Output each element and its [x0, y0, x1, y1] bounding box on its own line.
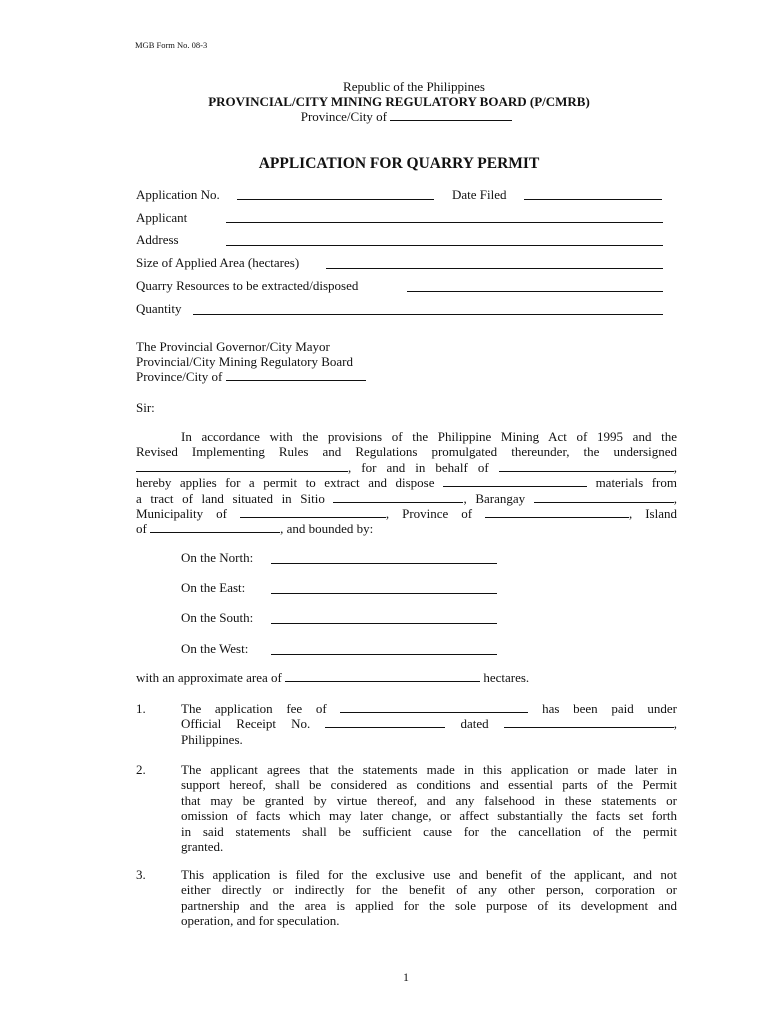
page-number: 1	[403, 970, 409, 984]
of-label: of	[136, 521, 147, 537]
item-3-number: 3.	[136, 867, 146, 882]
applicant-label: Applicant	[136, 210, 188, 225]
size-label: Size of Applied Area (hectares)	[136, 255, 300, 270]
body-line-5	[136, 491, 677, 506]
barangay-label: , Barangay	[463, 490, 526, 506]
body-line-4	[136, 475, 677, 490]
item-1-line-2	[181, 716, 677, 731]
resources-blank[interactable]	[407, 291, 663, 292]
addressee-line-1: The Provincial Governor/City Mayor	[136, 339, 330, 354]
island-blank[interactable]	[150, 522, 280, 533]
south-blank[interactable]	[271, 623, 497, 624]
body-line-1: In accordance with the provisions of the Philippine Mining Act of 1995 and the	[181, 429, 677, 444]
item-1-line-3: Philippines.	[181, 731, 243, 747]
receipt-no-blank[interactable]	[325, 717, 445, 728]
body-line-3	[136, 460, 677, 475]
date-filed-blank[interactable]	[524, 199, 662, 200]
item-2-line-2: support hereof, shall be considered as conditions and essential parts of the Permit	[181, 777, 677, 793]
item-2-line-3: that may be granted by virtue thereof, and any falsehood in these statements or	[181, 792, 677, 808]
comma: ,	[673, 716, 677, 732]
item-3-line-3: partnership and the area is applied for the sole purpose of its development and	[181, 897, 677, 913]
item-2-text	[181, 762, 677, 854]
item-2-number: 2.	[136, 762, 146, 777]
item-3-line-2: either directly or indirectly for the benefit of any other person, corporation or	[181, 882, 677, 898]
item-1-number: 1.	[136, 701, 146, 716]
west-label: On the West:	[181, 641, 249, 656]
area-blank[interactable]	[285, 671, 480, 682]
province-blank[interactable]	[485, 507, 629, 518]
application-fee-label: The application fee of	[181, 701, 327, 716]
north-blank[interactable]	[271, 563, 497, 564]
item-3-line-1: This application is filed for the exclusive use and benefit of the applicant, and not	[181, 867, 677, 882]
island-label: , Island	[629, 505, 677, 521]
dated-label: dated	[460, 716, 489, 732]
quantity-label: Quantity	[136, 301, 182, 316]
extract-label: hereby applies for a permit to extract and dispose	[136, 475, 435, 491]
addressee-province-blank[interactable]	[226, 370, 366, 381]
republic-heading: Republic of the Philippines	[343, 79, 485, 94]
materials-from-label: materials from	[595, 475, 677, 491]
receipt-date-blank[interactable]	[504, 717, 674, 728]
hectares-label: hectares.	[483, 670, 530, 685]
municipality-blank[interactable]	[240, 507, 386, 518]
item-1-line-1	[181, 701, 677, 716]
comma: ,	[673, 490, 677, 506]
address-blank[interactable]	[226, 245, 663, 246]
behalf-of-blank[interactable]	[499, 461, 674, 472]
area-label: with an approximate area of	[136, 670, 282, 685]
behalf-label: , for and in behalf of	[348, 459, 489, 475]
body-line-7	[136, 521, 677, 536]
application-fee-blank[interactable]	[340, 702, 528, 713]
item-2-line-6: granted.	[181, 838, 224, 854]
west-blank[interactable]	[271, 654, 497, 655]
province-city-blank[interactable]	[390, 110, 512, 121]
comma: ,	[673, 459, 677, 475]
body-line-2: Revised Implementing Rules and Regulations promulgated thereunder, the undersigned	[136, 444, 677, 460]
addressee-line-3	[136, 369, 366, 384]
body-paragraph	[136, 429, 677, 537]
form-number: MGB Form No. 08-3	[135, 40, 208, 50]
quantity-blank[interactable]	[193, 314, 663, 315]
address-label: Address	[136, 232, 179, 247]
applicant-blank[interactable]	[226, 222, 663, 223]
province-city-heading	[0, 109, 768, 125]
east-label: On the East:	[181, 580, 246, 595]
paid-under-label: has been paid under	[542, 701, 677, 716]
province-of-label: , Province of	[385, 505, 473, 521]
resources-label: Quarry Resources to be extracted/disposed	[136, 278, 359, 293]
undersigned-name-blank[interactable]	[136, 461, 348, 472]
area-line	[136, 670, 529, 685]
item-2-line-1: The applicant agrees that the statements made in this application or made later in	[181, 762, 677, 777]
south-label: On the South:	[181, 610, 254, 625]
date-filed-label: Date Filed	[452, 187, 507, 202]
body-line-6	[136, 506, 677, 521]
municipality-label: Municipality of	[136, 505, 227, 521]
north-label: On the North:	[181, 550, 254, 565]
size-blank[interactable]	[326, 268, 663, 269]
item-3-text	[181, 867, 677, 929]
materials-blank[interactable]	[443, 476, 587, 487]
application-no-blank[interactable]	[237, 199, 434, 200]
barangay-blank[interactable]	[534, 492, 674, 503]
province-city-label: Province/City of	[300, 109, 388, 124]
addressee-line-2: Provincial/City Mining Regulatory Board	[136, 354, 354, 369]
east-blank[interactable]	[271, 593, 497, 594]
board-heading: PROVINCIAL/CITY MINING REGULATORY BOARD (P/CMRB)	[208, 94, 590, 109]
application-no-label: Application No.	[136, 187, 220, 202]
item-3-line-4: operation, and for speculation.	[181, 913, 340, 929]
addressee-province-label: Province/City of	[136, 369, 223, 384]
salutation: Sir:	[136, 400, 155, 415]
page-title: APPLICATION FOR QUARRY PERMIT	[258, 155, 540, 172]
sitio-label: a tract of land situated in Sitio	[136, 490, 325, 506]
item-2-line-5: in said statements shall be sufficient cause for the cancellation of the permit	[181, 823, 677, 839]
item-1-text	[181, 701, 677, 747]
item-2-line-4: omission of facts which may later change, or affect substantially the facts set forth	[181, 808, 677, 824]
receipt-label: Official Receipt No.	[181, 716, 311, 732]
sitio-blank[interactable]	[333, 492, 463, 503]
bounded-by-label: , and bounded by:	[280, 521, 374, 537]
